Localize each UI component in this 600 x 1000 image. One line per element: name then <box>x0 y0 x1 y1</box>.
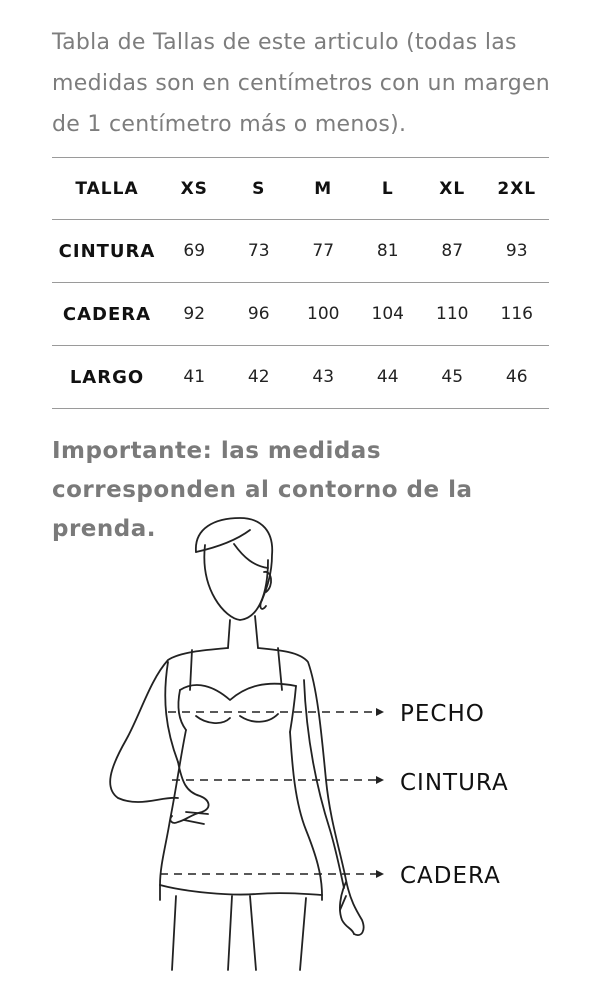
table-cell: 73 <box>227 220 292 283</box>
table-cell: 81 <box>356 220 421 283</box>
row-label-largo: LARGO <box>52 346 162 409</box>
header-cell-l: L <box>356 158 421 220</box>
label-hip: CADERA <box>400 863 501 889</box>
label-chest: PECHO <box>400 701 485 727</box>
row-label-cintura: CINTURA <box>52 220 162 283</box>
header-cell-xl: XL <box>420 158 485 220</box>
label-waist: CINTURA <box>400 770 509 796</box>
table-cell: 116 <box>485 283 550 346</box>
table-cell: 45 <box>420 346 485 409</box>
measurement-figure <box>0 500 600 1000</box>
important-note: Importante: las medidas corresponden al contorno de la prenda. <box>52 438 473 542</box>
header-cell-2xl: 2XL <box>485 158 550 220</box>
table-cell: 77 <box>291 220 356 283</box>
table-row-cintura <box>52 220 549 283</box>
header-cell-talla: TALLA <box>52 158 162 220</box>
table-cell: 43 <box>291 346 356 409</box>
dress-figure-icon <box>110 518 363 970</box>
table-cell: 46 <box>485 346 550 409</box>
size-table <box>52 157 549 409</box>
row-label-cadera: CADERA <box>52 283 162 346</box>
table-cell: 44 <box>356 346 421 409</box>
table-row-largo <box>52 346 549 409</box>
table-row-cadera <box>52 283 549 346</box>
table-cell: 87 <box>420 220 485 283</box>
table-header-row <box>52 158 549 220</box>
table-cell: 110 <box>420 283 485 346</box>
header-cell-m: M <box>291 158 356 220</box>
table-cell: 100 <box>291 283 356 346</box>
table-cell: 96 <box>227 283 292 346</box>
table-cell: 42 <box>227 346 292 409</box>
table-cell: 92 <box>162 283 227 346</box>
intro-text: Tabla de Tallas de este articulo (todas las medidas son en centímetros con un margen de 1 centímetro más o menos). <box>52 30 551 137</box>
header-cell-s: S <box>227 158 292 220</box>
header-cell-xs: XS <box>162 158 227 220</box>
table-cell: 69 <box>162 220 227 283</box>
table-cell: 41 <box>162 346 227 409</box>
table-cell: 93 <box>485 220 550 283</box>
table-cell: 104 <box>356 283 421 346</box>
